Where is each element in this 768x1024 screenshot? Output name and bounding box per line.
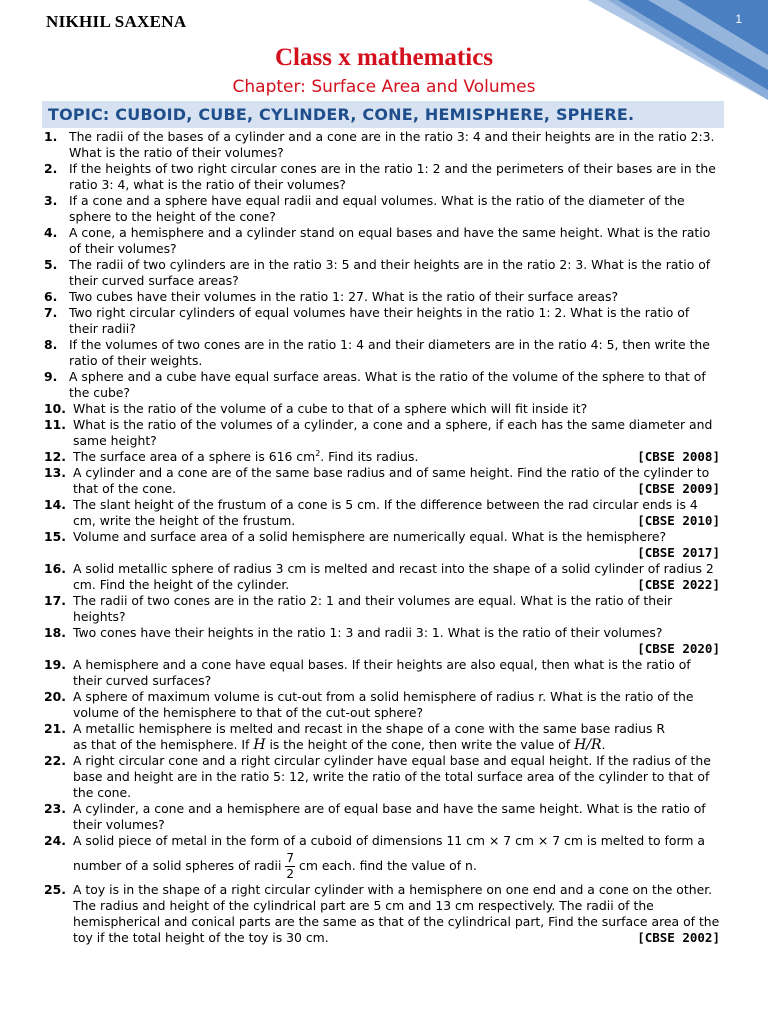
page-title: Class x mathematics [274,44,494,71]
question-text: If a cone and a sphere have equal radii and equal volumes. What is the ratio of the diameter of the sphere to the height of the cone? [69,193,685,224]
question-number: 13. [44,465,66,480]
question-19 [44,657,720,689]
question-number: 2. [44,161,58,176]
question-number: 24. [44,833,66,848]
question-number: 10. [44,401,66,416]
question-text-part-end: cm each. find the value of n. [299,858,477,873]
question-23 [44,801,720,833]
question-text-end: . Find its radius. [320,449,419,464]
question-10 [44,401,720,417]
question-number: 3. [44,193,58,208]
question-number: 11. [44,417,66,432]
question-text: A cylinder and a cone are of the same base radius and of same height. Find the ratio of the cylinder to that of the cone. [73,465,710,496]
cbse-year-tag: [CBSE 2002] [637,930,720,945]
question-text: If the heights of two right circular cones are in the ratio 1: 2 and the perimeters of their bases are in the ratio 3: 4, what is the ratio of their volumes? [69,161,716,192]
question-number: 21. [44,721,66,736]
question-text: A sphere of maximum volume is cut-out from a solid hemisphere of radius r. What is the ratio of the volume of the hemisphere to that of the cut-out sphere? [73,689,694,720]
question-number: 18. [44,625,66,640]
question-text: If the volumes of two cones are in the ratio 1: 4 and their diameters are in the ratio 4: 5, then write the ratio of their weights. [69,337,710,368]
question-list [44,129,720,946]
cbse-year-tag: [CBSE 2022] [637,577,720,592]
question-21 [44,721,720,753]
question-number: 20. [44,689,66,704]
question-text: The slant height of the frustum of a cone is 5 cm. If the difference between the rad circular ends is 4 cm, write the height of the frustum. [73,497,698,528]
question-text: The radii of two cones are in the ratio 2: 1 and their volumes are equal. What is the ratio of their heights? [73,593,673,624]
question-number: 16. [44,561,66,576]
math-ratio-h-r: H/R [574,737,602,753]
question-3 [44,193,720,225]
question-2 [44,161,720,193]
question-text-line2-end: . [601,737,606,752]
question-text: Two cones have their heights in the ratio 1: 3 and radii 3: 1. What is the ratio of their volumes? [73,625,663,640]
question-text: The surface area of a sphere is 616 cm [73,449,316,464]
question-number: 9. [44,369,58,384]
fraction-denominator: 2 [286,867,295,881]
question-number: 6. [44,289,58,304]
question-4 [44,225,720,257]
question-text: A right circular cone and a right circular cylinder have equal base and equal height. If the radius of the base and height are in the ratio 5: 12, write the ratio of the total surface area of the cylinder to that of the cone. [73,753,711,800]
question-text-part: number of a solid spheres of radii [73,858,282,873]
question-number: 22. [44,753,66,768]
cbse-year-tag: [CBSE 2009] [637,481,720,496]
question-18 [44,625,720,657]
question-text-line1: A metallic hemisphere is melted and recast in the shape of a cone with the same base radius R [73,721,665,736]
question-number: 23. [44,801,66,816]
question-13 [44,465,720,497]
question-number: 14. [44,497,66,512]
question-number: 12. [44,449,66,464]
question-number: 25. [44,882,66,897]
question-text-line2 [73,851,720,882]
fraction-numerator: 7 [286,851,295,865]
question-24 [44,833,720,882]
question-number: 17. [44,593,66,608]
question-16 [44,561,720,593]
question-11 [44,417,720,449]
cbse-year-tag: [CBSE 2010] [637,513,720,528]
author-name: NIKHIL SAXENA [46,12,187,31]
question-text: The radii of the bases of a cylinder and a cone are in the ratio 3: 4 and their heights are in the ratio 2:3. What is the ratio of their volumes? [69,129,715,160]
question-text: Two right circular cylinders of equal volumes have their heights in the ratio 1: 2. What is the ratio of their radii? [69,305,690,336]
question-text: A hemisphere and a cone have equal bases. If their heights are also equal, then what is the ratio of their curved surfaces? [73,657,691,688]
question-number: 8. [44,337,58,352]
question-text: A solid metallic sphere of radius 3 cm is melted and recast into the shape of a solid cylinder of radius 2 cm. Find the height of the cylinder. [73,561,714,592]
question-1 [44,129,720,161]
topic-banner: TOPIC: CUBOID, CUBE, CYLINDER, CONE, HEMISPHERE, SPHERE. [42,101,724,128]
question-9 [44,369,720,401]
question-text: A cylinder, a cone and a hemisphere are of equal base and have the same height. What is the ratio of their volumes? [73,801,706,832]
cbse-year-tag: [CBSE 2020] [637,641,720,656]
question-20 [44,689,720,721]
math-variable-h: H [253,737,266,753]
question-text: A sphere and a cube have equal surface areas. What is the ratio of the volume of the sphere to that of the cube? [69,369,706,400]
chapter-heading: Chapter: Surface Area and Volumes [232,77,536,97]
question-number: 5. [44,257,58,272]
question-7 [44,305,720,337]
question-17 [44,593,720,625]
cbse-year-tag: [CBSE 2008] [637,449,720,464]
question-25 [44,882,720,946]
question-number: 19. [44,657,66,672]
question-text: A toy is in the shape of a right circular cylinder with a hemisphere on one end and a cone on the other. The radius and height of the cylindrical part are 5 cm and 13 cm respectively. The radii of the hemispherical and conical parts are the same as that of the cylindrical part, Find the surface area of the toy if the total height of the toy is 30 cm. [73,882,720,945]
question-15 [44,529,720,561]
question-5 [44,257,720,289]
question-number: 15. [44,529,66,544]
question-text-line2: as that of the hemisphere. If [73,737,254,752]
fraction [285,851,295,882]
question-8 [44,337,720,369]
question-14 [44,497,720,529]
question-text-line1: A solid piece of metal in the form of a cuboid of dimensions 11 cm × 7 cm × 7 cm is melted to form a [73,833,705,848]
question-number: 1. [44,129,58,144]
question-text: Volume and surface area of a solid hemisphere are numerically equal. What is the hemisphere? [73,529,667,544]
question-text: The radii of two cylinders are in the ratio 3: 5 and their heights are in the ratio 2: 3. What is the ratio of their curved surface areas? [69,257,711,288]
question-12 [44,449,720,465]
question-number: 7. [44,305,58,320]
question-text: What is the ratio of the volumes of a cylinder, a cone and a sphere, if each has the same diameter and same height? [73,417,713,448]
question-text: What is the ratio of the volume of a cube to that of a sphere which will fit inside it? [73,401,588,416]
question-text: Two cubes have their volumes in the ratio 1: 27. What is the ratio of their surface areas? [69,289,619,304]
question-text-line2-mid: is the height of the cone, then write the value of [265,737,575,752]
cbse-year-tag: [CBSE 2017] [637,545,720,560]
page-number: 1 [735,12,742,26]
question-text: A cone, a hemisphere and a cylinder stand on equal bases and have the same height. What is the ratio of their volumes? [69,225,711,256]
question-number: 4. [44,225,58,240]
question-22 [44,753,720,801]
question-6 [44,289,720,305]
superscript: 2 [315,448,321,458]
